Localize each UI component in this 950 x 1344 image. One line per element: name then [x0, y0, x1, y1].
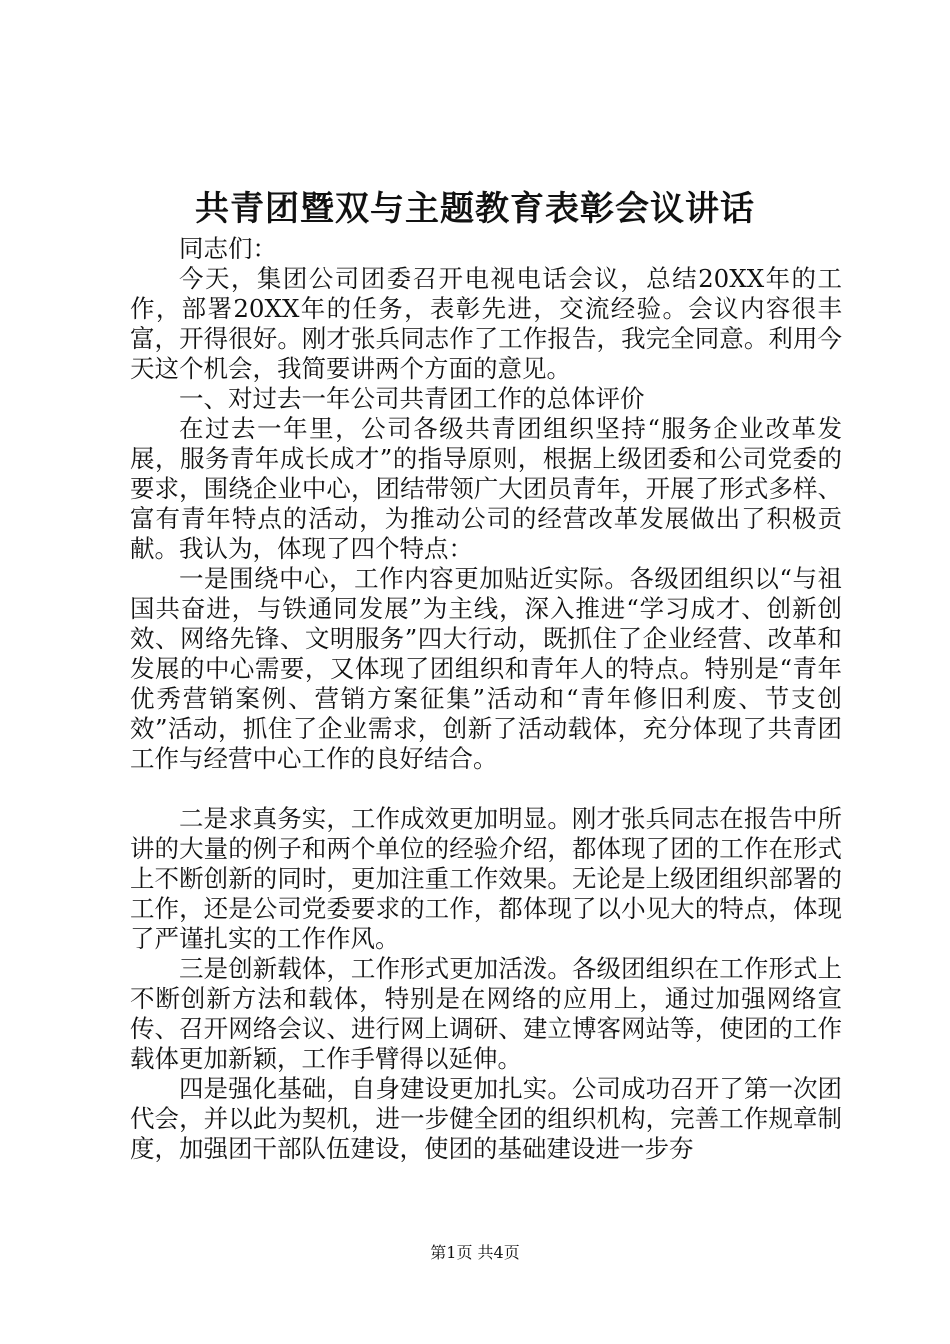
- body-paragraph: 在过去一年里，公司各级共青团组织坚持“服务企业改革发展，服务青年成长成才”的指导原则，根据上级团委和公司党委的要求，围绕企业中心，团结带领广大团员青年，开展了形式多样、富有青年特点的活动，为推动公司的经营改革发展做出了积极贡献。我认为，体现了四个特点：: [130, 414, 842, 563]
- opening-paragraph: 今天，集团公司团委召开电视电话会议，总结20XX年的工作，部署20XX年的任务，表彰先进，交流经验。会议内容很丰富，开得很好。刚才张兵同志作了工作报告，我完全同意。利用今天这个机会，我简要讲两个方面的意见。: [130, 264, 842, 383]
- section-heading: 一、对过去一年公司共青团工作的总体评价: [179, 384, 645, 413]
- document-body: [130, 234, 842, 1164]
- salutation-paragraph: 同志们：: [179, 234, 277, 263]
- point-one-paragraph: 一是围绕中心，工作内容更加贴近实际。各级团组织以“与祖国共奋进，与铁通同发展”为主线，深入推进“学习成才、创新创效、网络先锋、文明服务”四大行动，既抓住了企业经营、改革和发展的中心需要，又体现了团组织和青年人的特点。特别是“青年优秀营销案例、营销方案征集”活动和“青年修旧利废、节支创效”活动，抓住了企业需求，创新了活动载体，充分体现了共青团工作与经营中心工作的良好结合。: [130, 564, 842, 773]
- point-three-paragraph: 三是创新载体，工作形式更加活泼。各级团组织在工作形式上不断创新方法和载体，特别是在网络的应用上，通过加强网络宣传、召开网络会议、进行网上调研、建立博客网站等，使团的工作载体更加新颖，工作手臂得以延伸。: [130, 954, 842, 1073]
- document-title: 共青团暨双与主题教育表彰会议讲话: [195, 189, 755, 229]
- point-two-paragraph: 二是求真务实，工作成效更加明显。刚才张兵同志在报告中所讲的大量的例子和两个单位的经验介绍，都体现了团的工作在形式上不断创新的同时，更加注重工作效果。无论是上级团组织部署的工作，还是公司党委要求的工作，都体现了以小见大的特点，体现了严谨扎实的工作作风。: [130, 804, 842, 953]
- point-four-paragraph: 四是强化基础，自身建设更加扎实。公司成功召开了第一次团代会，并以此为契机，进一步健全团的组织机构，完善工作规章制度，加强团干部队伍建设，使团的基础建设进一步夯: [130, 1074, 842, 1163]
- page-number-footer: 第1页 共4页: [430, 1243, 520, 1262]
